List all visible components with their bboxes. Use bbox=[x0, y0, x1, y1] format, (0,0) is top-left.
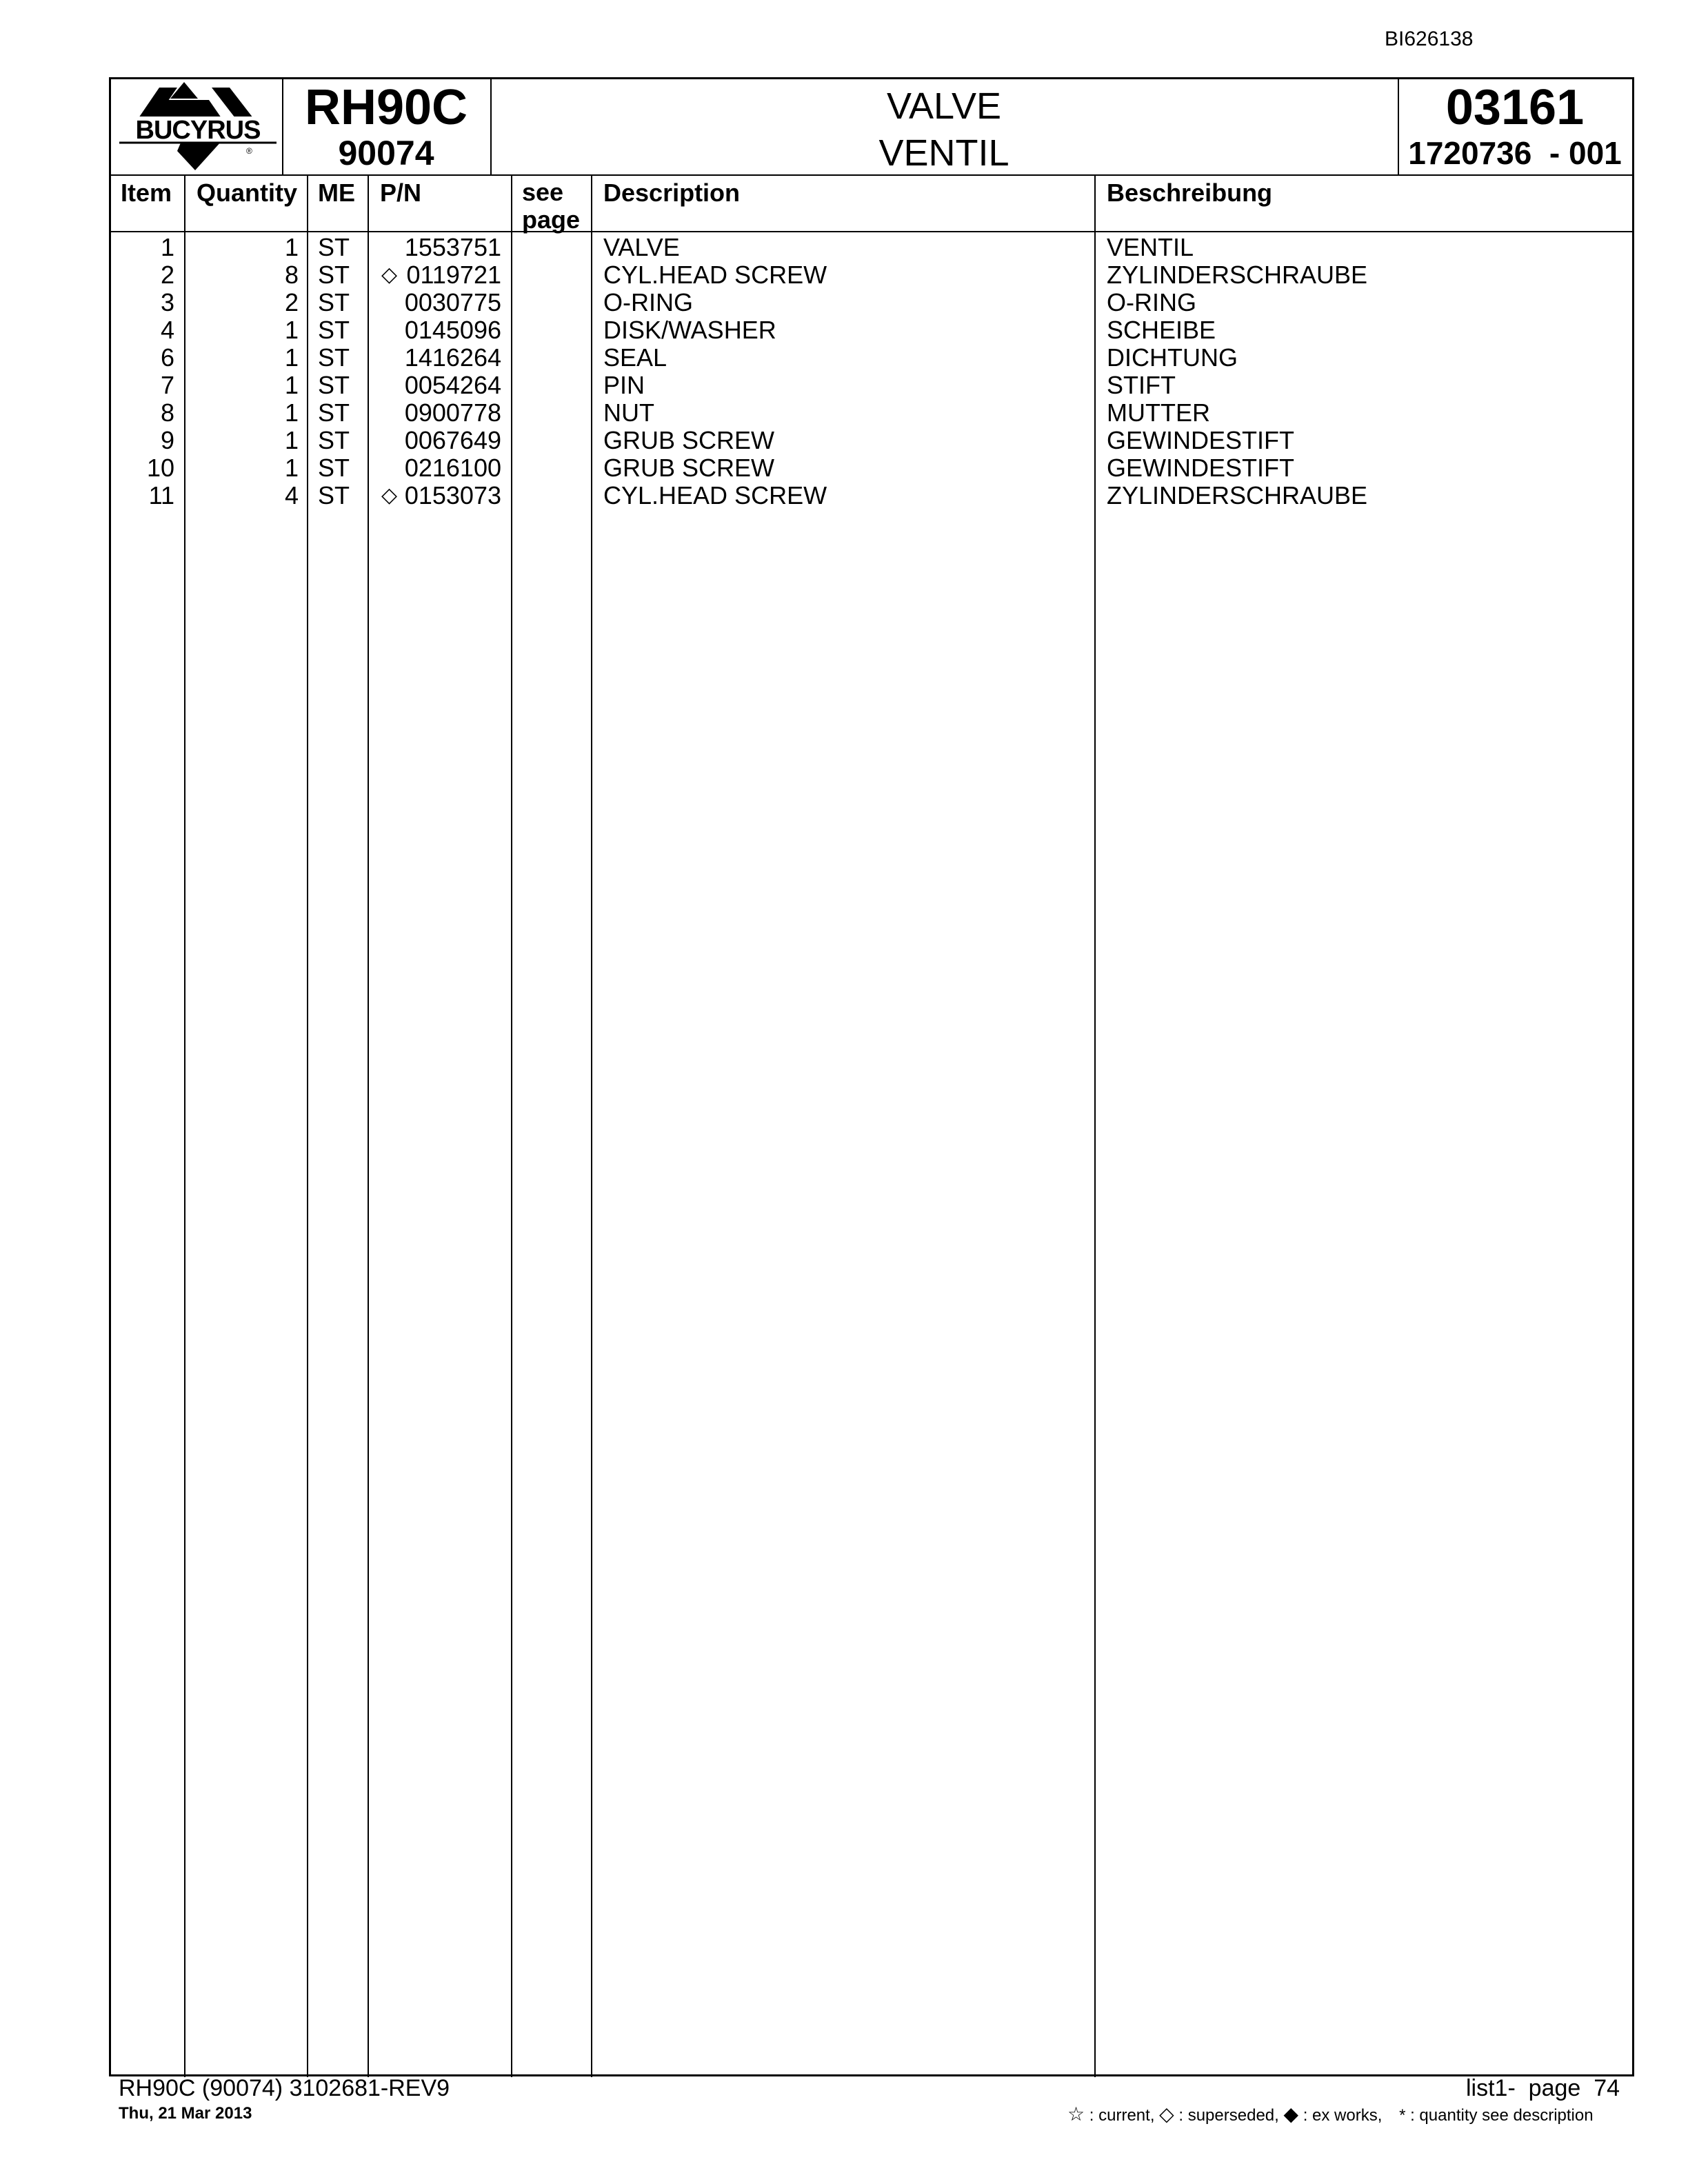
superseded-marker: ◇ bbox=[381, 484, 398, 507]
description: SEAL bbox=[603, 343, 667, 372]
item-number: 3 bbox=[160, 288, 174, 316]
part-number: 1553751 bbox=[404, 233, 501, 261]
description: GRUB SCREW bbox=[603, 454, 775, 482]
document-id: BI626138 bbox=[1385, 28, 1474, 50]
parts-list-frame bbox=[109, 77, 1634, 2076]
description: PIN bbox=[603, 371, 645, 399]
column-header-divider bbox=[111, 231, 1632, 232]
description: VALVE bbox=[603, 233, 680, 261]
part-reference: 1720736 - 001 bbox=[1408, 135, 1622, 171]
column-header-quantity: Quantity bbox=[197, 179, 298, 207]
unit-of-measure: ST bbox=[318, 343, 350, 372]
diamond-filled-icon: ◆ bbox=[1283, 2103, 1299, 2125]
part-number: 0054264 bbox=[404, 371, 501, 399]
table-row bbox=[111, 234, 1632, 261]
column-header-item: Item bbox=[121, 179, 172, 207]
unit-of-measure: ST bbox=[318, 426, 350, 454]
group-number: 03161 bbox=[1445, 80, 1585, 135]
part-number: 0153073 bbox=[404, 481, 501, 509]
item-number: 7 bbox=[160, 371, 174, 399]
description: CYL.HEAD SCREW bbox=[603, 261, 827, 289]
column-header-pn: P/N bbox=[380, 179, 422, 207]
footer-date: Thu, 21 Mar 2013 bbox=[119, 2104, 252, 2123]
column-header-description: Description bbox=[603, 179, 741, 207]
svg-text:®: ® bbox=[246, 146, 252, 156]
legend-superseded: : superseded, bbox=[1178, 2106, 1279, 2125]
star-outline-icon: ☆ bbox=[1067, 2103, 1085, 2125]
table-row bbox=[111, 344, 1632, 372]
description: CYL.HEAD SCREW bbox=[603, 481, 827, 509]
description: GRUB SCREW bbox=[603, 426, 775, 454]
part-number: 0216100 bbox=[404, 454, 501, 482]
quantity: 4 bbox=[284, 481, 299, 509]
part-number: 0030775 bbox=[404, 288, 501, 316]
unit-of-measure: ST bbox=[318, 481, 350, 509]
column-header-see-page: see page bbox=[522, 178, 581, 234]
beschreibung: GEWINDESTIFT bbox=[1107, 454, 1294, 482]
description: DISK/WASHER bbox=[603, 316, 776, 344]
header-divider bbox=[111, 174, 1632, 176]
column-header-beschreibung: Beschreibung bbox=[1107, 179, 1273, 207]
beschreibung: GEWINDESTIFT bbox=[1107, 426, 1294, 454]
table-row bbox=[111, 399, 1632, 427]
unit-of-measure: ST bbox=[318, 288, 350, 316]
quantity: 1 bbox=[284, 343, 299, 372]
unit-of-measure: ST bbox=[318, 316, 350, 344]
unit-of-measure: ST bbox=[318, 261, 350, 289]
part-number: 0067649 bbox=[404, 426, 501, 454]
quantity: 1 bbox=[284, 316, 299, 344]
title-german: VENTIL bbox=[878, 132, 1009, 174]
table-row bbox=[111, 427, 1632, 454]
table-row bbox=[111, 454, 1632, 482]
beschreibung: ZYLINDERSCHRAUBE bbox=[1107, 481, 1368, 509]
beschreibung: O-RING bbox=[1107, 288, 1196, 316]
unit-of-measure: ST bbox=[318, 398, 350, 427]
table-row bbox=[111, 261, 1632, 289]
item-number: 6 bbox=[160, 343, 174, 372]
superseded-marker: ◇ bbox=[381, 263, 398, 286]
symbol-legend bbox=[1067, 2103, 1594, 2125]
item-number: 11 bbox=[148, 481, 174, 509]
table-row bbox=[111, 316, 1632, 344]
quantity: 1 bbox=[284, 426, 299, 454]
table-row bbox=[111, 482, 1632, 509]
beschreibung: VENTIL bbox=[1107, 233, 1194, 261]
quantity: 2 bbox=[284, 288, 299, 316]
part-number: 0900778 bbox=[404, 398, 501, 427]
beschreibung: ZYLINDERSCHRAUBE bbox=[1107, 261, 1368, 289]
footer-page-number: list1- page 74 bbox=[1466, 2075, 1620, 2101]
model-number: RH90C bbox=[304, 80, 468, 135]
footer-document-ref: RH90C (90074) 3102681-REV9 bbox=[119, 2075, 450, 2101]
quantity: 1 bbox=[284, 454, 299, 482]
title-english: VALVE bbox=[886, 85, 1002, 127]
bucyrus-logo bbox=[118, 82, 278, 173]
item-number: 1 bbox=[160, 233, 174, 261]
unit-of-measure: ST bbox=[318, 371, 350, 399]
table-row bbox=[111, 372, 1632, 399]
legend-current: : current, bbox=[1089, 2106, 1155, 2125]
part-number: 0119721 bbox=[406, 261, 501, 289]
unit-of-measure: ST bbox=[318, 233, 350, 261]
part-number: 1416264 bbox=[404, 343, 501, 372]
quantity: 1 bbox=[284, 233, 299, 261]
diamond-outline-icon: ◇ bbox=[1159, 2103, 1174, 2125]
item-number: 8 bbox=[160, 398, 174, 427]
quantity: 1 bbox=[284, 398, 299, 427]
column-header-me: ME bbox=[318, 179, 355, 207]
legend-quantity: * : quantity see description bbox=[1399, 2106, 1594, 2125]
legend-ex-works: : ex works, bbox=[1303, 2106, 1383, 2125]
beschreibung: DICHTUNG bbox=[1107, 343, 1238, 372]
unit-of-measure: ST bbox=[318, 454, 350, 482]
serial-number: 90074 bbox=[338, 134, 434, 172]
item-number: 4 bbox=[160, 316, 174, 344]
quantity: 8 bbox=[284, 261, 299, 289]
item-number: 10 bbox=[146, 454, 174, 482]
beschreibung: SCHEIBE bbox=[1107, 316, 1216, 344]
quantity: 1 bbox=[284, 371, 299, 399]
beschreibung: MUTTER bbox=[1107, 398, 1210, 427]
beschreibung: STIFT bbox=[1107, 371, 1176, 399]
description: NUT bbox=[603, 398, 654, 427]
svg-text:BUCYRUS: BUCYRUS bbox=[135, 116, 261, 145]
part-number: 0145096 bbox=[404, 316, 501, 344]
item-number: 2 bbox=[160, 261, 174, 289]
item-number: 9 bbox=[160, 426, 174, 454]
description: O-RING bbox=[603, 288, 693, 316]
table-row bbox=[111, 289, 1632, 316]
